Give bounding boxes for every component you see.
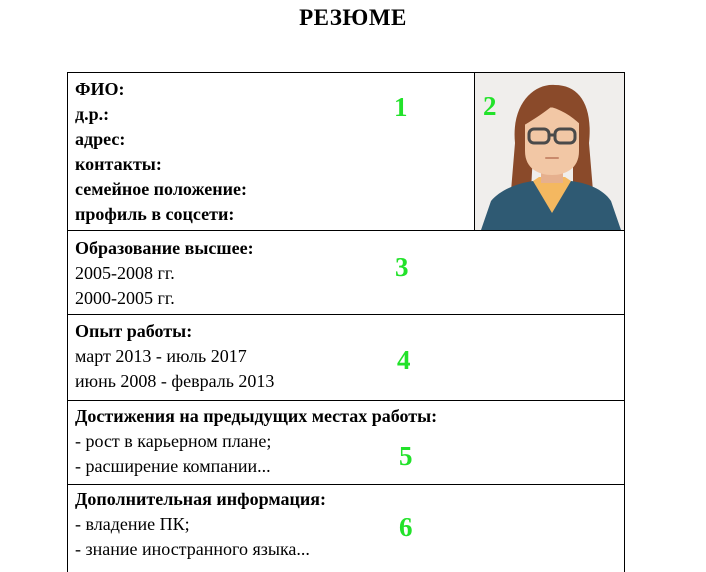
personal-info-section [68,73,475,230]
education-item: 2000-2005 гг. [75,288,175,308]
additional-info-heading: Дополнительная информация: [75,489,326,509]
birth-date-label: д.р.: [75,104,110,124]
work-heading: Опыт работы: [75,321,193,341]
section-marker-1: 1 [394,92,408,122]
achievement-item: - рост в карьерном плане; [75,431,272,451]
photo-section [475,73,624,230]
section-marker-6: 6 [399,512,413,542]
section-marker-5: 5 [399,441,413,471]
additional-info-section [68,485,624,572]
education-item: 2005-2008 гг. [75,263,175,283]
marital-status-label: семейное положение: [75,179,247,199]
additional-info-item: - владение ПК; [75,514,190,534]
resume-title: РЕЗЮМЕ [299,5,407,30]
work-experience-section [68,315,624,401]
achievements-heading: Достижения на предыдущих местах работы: [75,406,438,426]
social-profile-label: профиль в соцсети: [75,204,235,224]
contacts-label: контакты: [75,154,162,174]
resume-table [67,72,625,572]
fio-label: ФИО: [75,79,125,99]
additional-info-item: - знание иностранного языка... [75,539,310,559]
work-item: июнь 2008 - февраль 2013 [75,371,275,391]
section-marker-3: 3 [395,252,409,282]
achievement-item: - расширение компании... [75,456,271,476]
work-item: март 2013 - июль 2017 [75,346,247,366]
section-marker-4: 4 [397,345,411,375]
address-label: адрес: [75,129,126,149]
section-marker-2: 2 [483,91,497,121]
education-section [68,231,624,315]
woman-avatar-icon [475,73,624,230]
achievements-section [68,401,624,485]
education-heading: Образование высшее: [75,238,254,258]
